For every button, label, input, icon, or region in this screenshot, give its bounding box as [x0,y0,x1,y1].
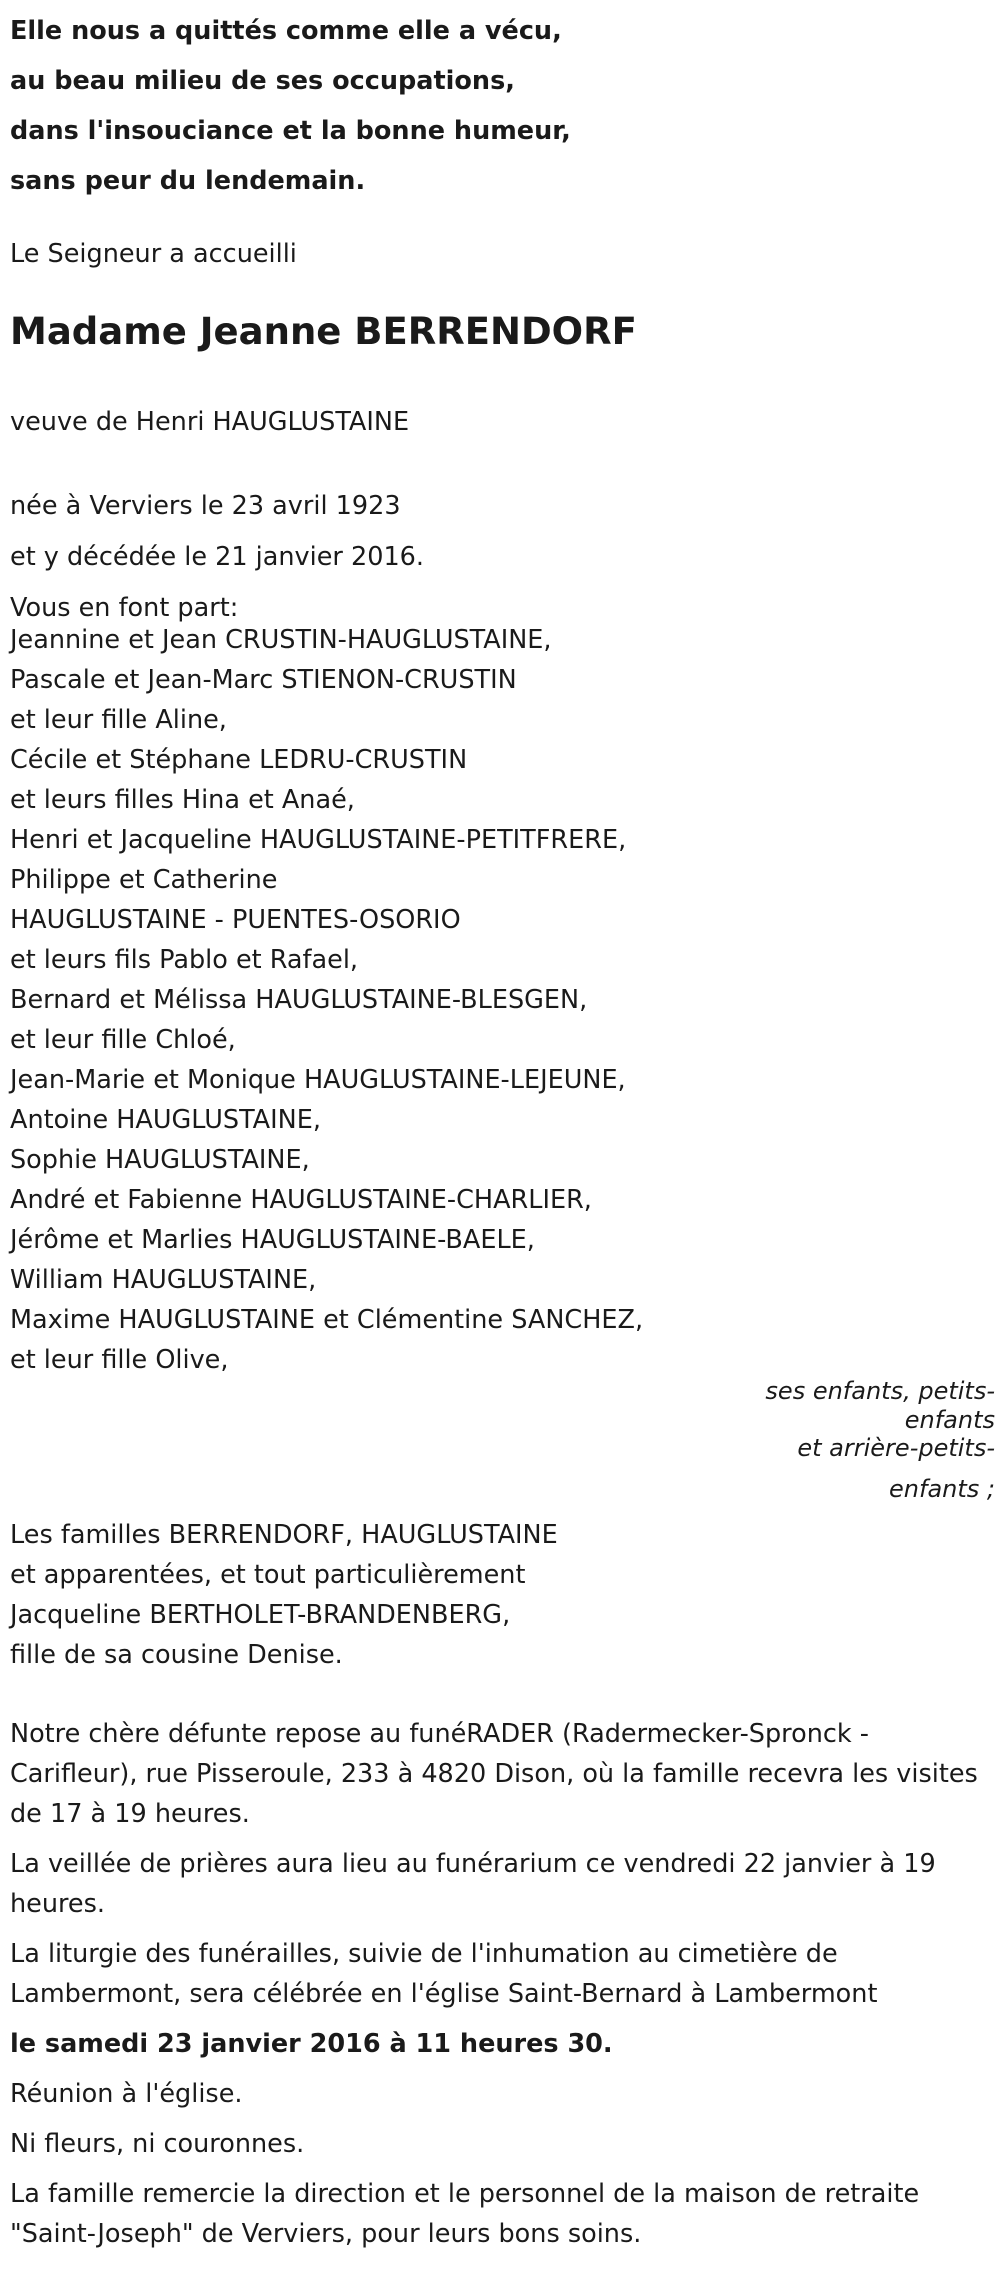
family-line: William HAUGLUSTAINE, [10,1265,317,1295]
families-line: Jacqueline BERTHOLET-BRANDENBERG, [10,1600,511,1630]
flowers-line: Ni fleurs, ni couronnes. [10,2129,305,2159]
families-line: fille de sa cousine Denise. [10,1640,343,1670]
widow-line: veuve de Henri HAUGLUSTAINE [10,407,410,437]
thanks-paragraph: La famille remercie la direction et le personnel de la maison de retraite "Saint-Joseph" de Verviers, pour leurs bons soins. [10,2179,920,2249]
vigil-paragraph: La veillée de prières aura lieu au funérarium ce vendredi 22 janvier à 19 heures. [10,1849,936,1919]
family-line: Jeannine et Jean CRUSTIN-HAUGLUSTAINE, [10,625,552,655]
poem-line: au beau milieu de ses occupations, [10,66,515,96]
family-line: et leur fille Chloé, [10,1025,236,1055]
family-line: Antoine HAUGLUSTAINE, [10,1105,321,1135]
family-line: Jean-Marie et Monique HAUGLUSTAINE-LEJEUNE, [10,1065,626,1095]
family-line: Bernard et Mélissa HAUGLUSTAINE-BLESGEN, [10,985,588,1015]
family-line: Pascale et Jean-Marc STIENON-CRUSTIN [10,665,517,695]
family-line: Jérôme et Marlies HAUGLUSTAINE-BAELE, [10,1225,535,1255]
liturgy-paragraph: La liturgie des funérailles, suivie de l'inhumation au cimetière de Lambermont, sera célébrée en l'église Saint-Bernard à Lambermont [10,1939,878,2009]
family-signature [735,1373,995,1508]
rest-paragraph: Notre chère défunte repose au funéRADER (Radermecker-Spronck - Carifleur), rue Pisseroule, 233 à 4820 Dison, où la famille recevra les visites de 17 à 19 heures. [10,1719,978,1829]
family-line: et leur fille Aline, [10,705,227,735]
family-line: André et Fabienne HAUGLUSTAINE-CHARLIER, [10,1185,592,1215]
opening-poem [10,6,571,206]
death-line: et y décédée le 21 janvier 2016. [10,542,425,572]
meeting-line: Réunion à l'église. [10,2079,243,2109]
signature-line: ses enfants, petits- [765,1377,995,1405]
signature-line: enfants ; [889,1475,995,1503]
poem-line: dans l'insouciance et la bonne humeur, [10,116,571,146]
funeral-info [10,1714,995,2254]
deceased-name: Madame Jeanne BERRENDORF [10,310,637,353]
signature-line: enfants [904,1406,995,1434]
family-list [10,620,643,1380]
family-line: Sophie HAUGLUSTAINE, [10,1145,310,1175]
birth-line: née à Verviers le 23 avril 1923 [10,491,401,521]
family-line: Philippe et Catherine [10,865,278,895]
family-line: HAUGLUSTAINE - PUENTES-OSORIO [10,905,461,935]
poem-line: Elle nous a quittés comme elle a vécu, [10,16,562,46]
extended-families [10,1515,558,1675]
family-line: Henri et Jacqueline HAUGLUSTAINE-PETITFRERE, [10,825,627,855]
poem-line: sans peur du lendemain. [10,166,366,196]
family-line: et leurs fils Pablo et Rafael, [10,945,359,975]
families-line: Les familles BERRENDORF, HAUGLUSTAINE [10,1520,558,1550]
family-line: Maxime HAUGLUSTAINE et Clémentine SANCHEZ, [10,1305,644,1335]
family-line: Cécile et Stéphane LEDRU-CRUSTIN [10,745,468,775]
intro-text: Le Seigneur a accueilli [10,239,297,269]
announce-line: Vous en font part: [10,593,239,623]
family-line: et leurs filles Hina et Anaé, [10,785,355,815]
funeral-date: le samedi 23 janvier 2016 à 11 heures 30. [10,2029,613,2059]
family-line: et leur fille Olive, [10,1345,229,1375]
birth-death-block [10,481,424,634]
signature-line: et arrière-petits- [797,1434,995,1462]
families-line: et apparentées, et tout particulièrement [10,1560,526,1590]
